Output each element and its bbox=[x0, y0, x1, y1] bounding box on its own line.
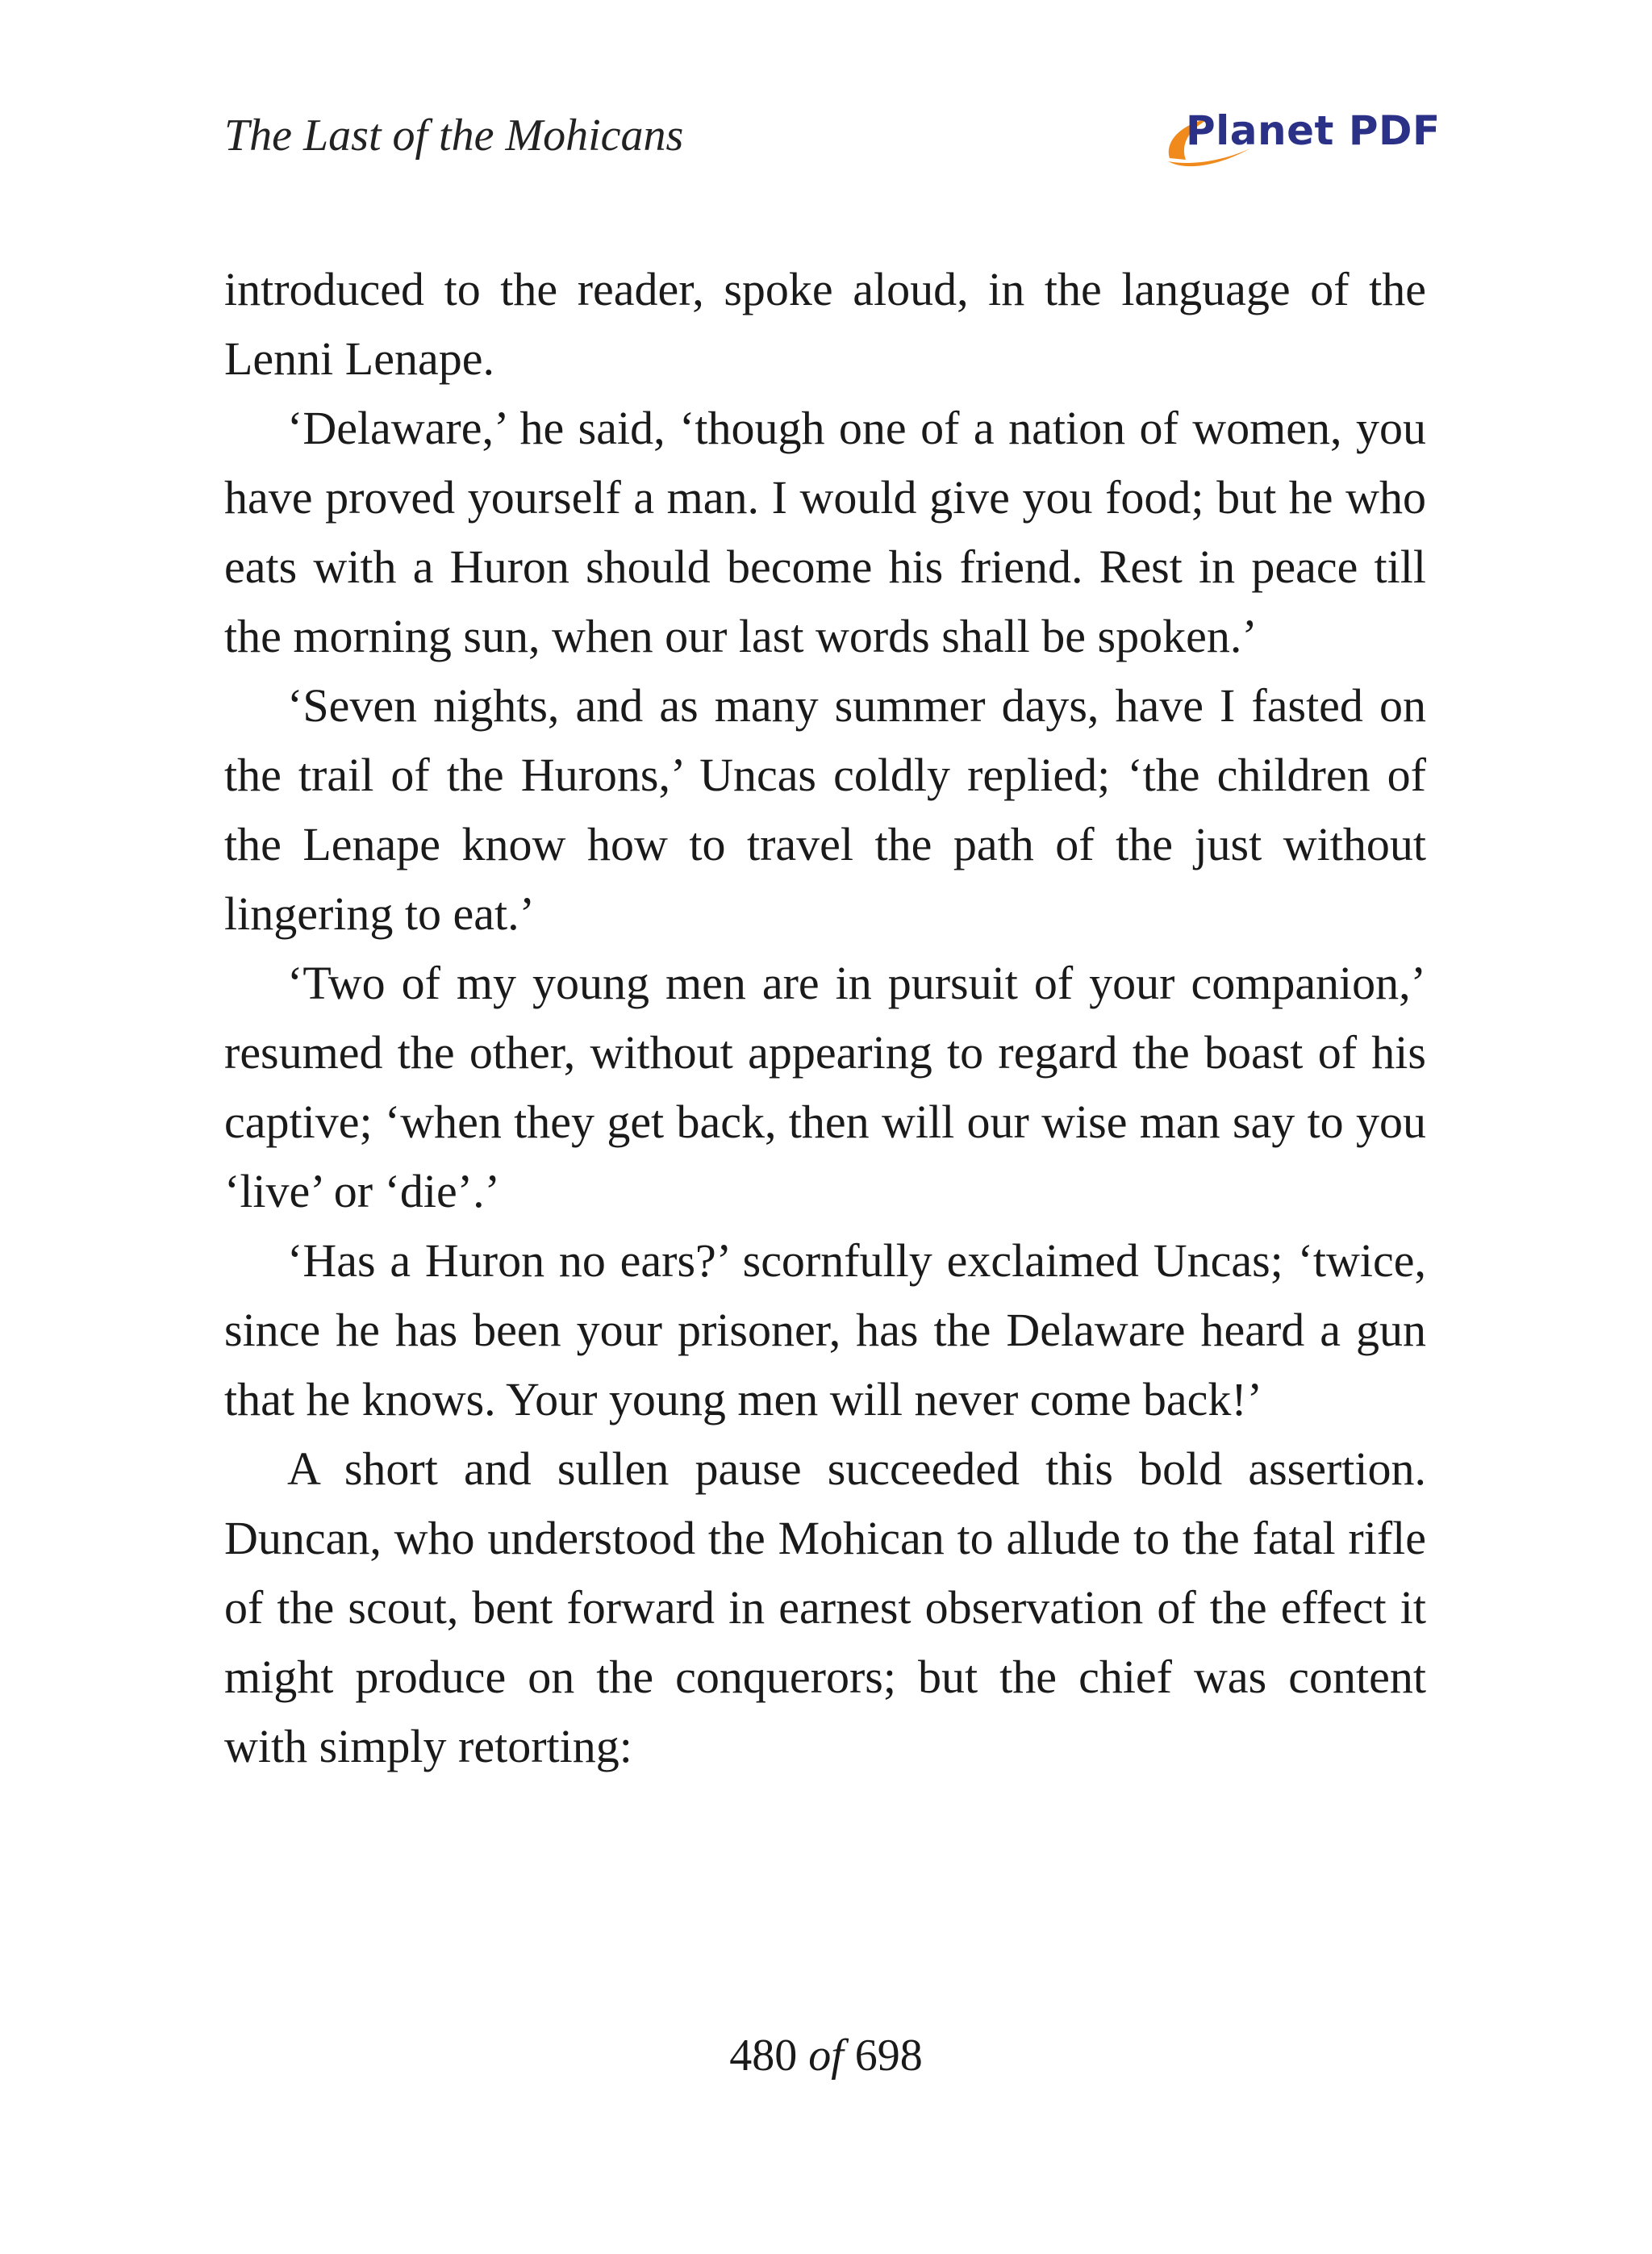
body-text bbox=[224, 255, 1426, 1781]
paragraph: A short and sullen pause succeeded this bold assertion. Duncan, who understood the Mohican to allude to the fatal rifle of the scout, bent forward in earnest observation of the effect it might produce on the conquerors; but the chief was content with simply retorting: bbox=[224, 1442, 1426, 1772]
paragraph: introduced to the reader, spoke aloud, in the language of the Lenni Lenape. bbox=[224, 263, 1426, 385]
current-page: 480 bbox=[729, 2031, 798, 2081]
page-of-word: of bbox=[808, 2031, 844, 2081]
paragraph: ‘Two of my young men are in pursuit of your companion,’ resumed the other, without appearing to regard the boast of his captive; ‘when they get back, then will our wise man say to you ‘live’ or ‘die’.’ bbox=[224, 957, 1426, 1217]
paragraph: ‘Delaware,’ he said, ‘though one of a nation of women, you have proved yourself a man. I would give you food; but he who eats with a Huron should become his friend. Rest in peace till the morning sun, when our last words shall be spoken.’ bbox=[224, 402, 1426, 662]
planet-pdf-logo bbox=[1162, 102, 1441, 174]
paragraph: ‘Has a Huron no ears?’ scornfully exclaimed Uncas; ‘twice, since he has been your prisoner, has the Delaware heard a gun that he knows. Your young men will never come back!’ bbox=[224, 1234, 1426, 1425]
logo-wordmark: Planet PDF bbox=[1186, 107, 1441, 154]
paragraph: ‘Seven nights, and as many summer days, have I fasted on the trail of the Hurons,’ Uncas coldly replied; ‘the children of the Lenape know how to travel the path of the just without lingering to eat.’ bbox=[224, 679, 1426, 940]
running-title: The Last of the Mohicans bbox=[224, 111, 684, 161]
page-number bbox=[0, 2023, 1652, 2088]
total-pages: 698 bbox=[854, 2031, 923, 2081]
